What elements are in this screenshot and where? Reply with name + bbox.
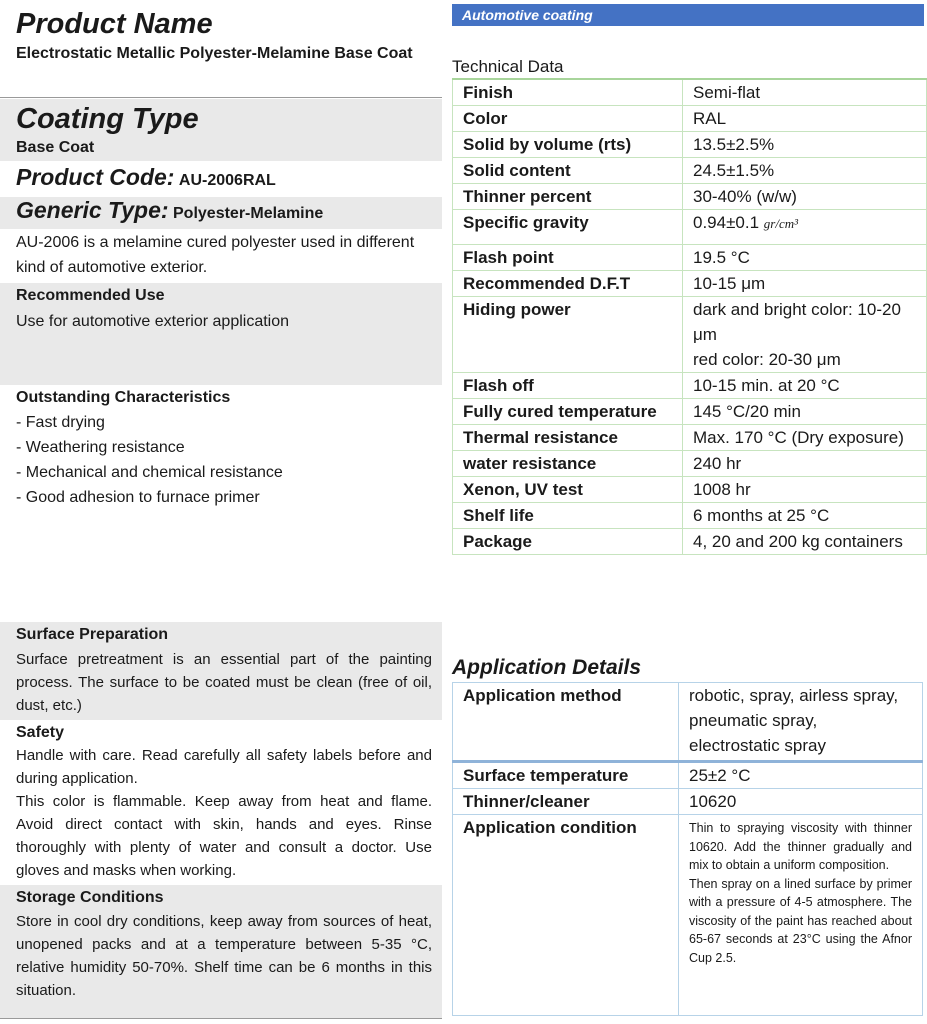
table-row	[453, 503, 927, 529]
table-row	[453, 477, 927, 503]
hiding-power-red: red color: 20-30 μm	[693, 350, 841, 369]
table-row	[453, 184, 927, 210]
spec-value: 10-15 μm	[683, 271, 927, 297]
recommended-use-section	[0, 283, 442, 385]
table-row	[453, 425, 927, 451]
spec-label: Solid by volume (rts)	[453, 132, 683, 158]
table-row	[453, 297, 927, 373]
product-name-heading: Product Name	[16, 8, 213, 40]
product-code-value: AU-2006RAL	[178, 172, 276, 189]
spec-value	[683, 297, 927, 373]
app-value: 25±2 °C	[679, 762, 923, 789]
spec-value: 19.5 °C	[683, 245, 927, 271]
spec-label: Fully cured temperature	[453, 399, 683, 425]
safety-heading: Safety	[16, 724, 65, 741]
surface-preparation-heading: Surface Preparation	[16, 626, 169, 643]
coating-type-heading: Coating Type	[16, 103, 199, 135]
characteristics-item: - Good adhesion to furnace primer	[16, 489, 260, 506]
table-row	[453, 210, 927, 245]
spec-label: Recommended D.F.T	[453, 271, 683, 297]
table-row	[453, 789, 923, 815]
table-row	[453, 683, 923, 762]
spec-value: Semi-flat	[683, 79, 927, 106]
spec-label: Finish	[453, 79, 683, 106]
app-value: robotic, spray, airless spray, pneumatic spray, electrostatic spray	[679, 683, 923, 762]
product-name-section	[0, 8, 442, 66]
spec-label: Thermal resistance	[453, 425, 683, 451]
spec-value: RAL	[683, 106, 927, 132]
safety-text-1: Handle with care. Read carefully all safety labels before and during application.	[16, 747, 432, 787]
surface-preparation-section	[0, 622, 442, 720]
app-label: Thinner/cleaner	[453, 789, 679, 815]
surface-preparation-text: Surface pretreatment is an essential part of the painting process. The surface to be coated must be clean (free of oil, dust, etc.)	[16, 651, 432, 714]
table-row	[453, 106, 927, 132]
spec-value: 6 months at 25 °C	[683, 503, 927, 529]
spec-value: 145 °C/20 min	[683, 399, 927, 425]
characteristics-heading: Outstanding Characteristics	[16, 389, 231, 406]
characteristics-item: - Fast drying	[16, 414, 105, 431]
spec-label: Color	[453, 106, 683, 132]
table-row	[453, 245, 927, 271]
product-description: AU-2006 is a melamine cured polyester used in different kind of automotive exterior.	[16, 234, 415, 276]
spec-value: 30-40% (w/w)	[683, 184, 927, 210]
spec-label: water resistance	[453, 451, 683, 477]
generic-type-value: Polyester-Melamine	[173, 205, 324, 222]
technical-data-table	[452, 78, 927, 555]
spec-label: Xenon, UV test	[453, 477, 683, 503]
hiding-power-dark: dark and bright color: 10-20 μm	[693, 300, 901, 344]
spec-label: Shelf life	[453, 503, 683, 529]
table-row	[453, 79, 927, 106]
divider	[0, 1018, 442, 1019]
spec-label: Solid content	[453, 158, 683, 184]
spec-label: Flash off	[453, 373, 683, 399]
category-banner: Automotive coating	[452, 4, 924, 26]
characteristics-section	[0, 385, 442, 510]
recommended-use-text: Use for automotive exterior application	[16, 313, 290, 330]
spec-value	[683, 210, 927, 245]
table-row	[453, 451, 927, 477]
technical-data-heading: Technical Data	[452, 57, 564, 76]
spec-label: Hiding power	[453, 297, 683, 373]
app-label: Application method	[453, 683, 679, 762]
storage-heading: Storage Conditions	[16, 889, 164, 906]
application-details-heading: Application Details	[452, 656, 642, 679]
safety-text-2: This color is flammable. Keep away from heat and flame. Avoid direct contact with skin, hands and eyes. Rinse thoroughly with plenty of water and consult a doctor. Use gloves and masks when working.	[16, 793, 432, 879]
spec-value: 10-15 min. at 20 °C	[683, 373, 927, 399]
spec-label: Flash point	[453, 245, 683, 271]
storage-section	[0, 885, 442, 1018]
app-value: 10620	[679, 789, 923, 815]
application-details-table	[452, 682, 923, 1016]
generic-type-section	[0, 197, 442, 229]
generic-type-heading: Generic Type:	[16, 197, 169, 223]
storage-text: Store in cool dry conditions, keep away from sources of heat, unopened packs and at a temperature between 5-35 °C, relative humidity 50-70%. Shelf time can be 6 months in this situation.	[16, 913, 432, 999]
divider	[0, 97, 442, 98]
recommended-use-heading: Recommended Use	[16, 287, 165, 304]
application-condition-text-2: Then spray on a lined surface by primer with a pressure of 4-5 atmosphere. The viscosity of the paint has reached about 65-67 seconds at 23°C using the Afnor Cup 2.5.	[689, 876, 912, 965]
coating-type-section	[0, 99, 442, 161]
table-row	[453, 815, 923, 1016]
app-label: Surface temperature	[453, 762, 679, 789]
product-code-heading: Product Code:	[16, 164, 175, 190]
table-row	[453, 271, 927, 297]
characteristics-item: - Mechanical and chemical resistance	[16, 464, 283, 481]
product-code-section	[0, 164, 442, 196]
spec-label: Package	[453, 529, 683, 555]
spec-value: 13.5±2.5%	[683, 132, 927, 158]
product-name-value: Electrostatic Metallic Polyester-Melamine Base Coat	[16, 45, 413, 62]
spec-value: 4, 20 and 200 kg containers	[683, 529, 927, 555]
app-value	[679, 815, 923, 1016]
application-condition-text-1: Thin to spraying viscosity with thinner 10620. Add the thinner gradually and mix to obtain a uniform composition.	[689, 821, 912, 872]
spec-value: Max. 170 °C (Dry exposure)	[683, 425, 927, 451]
table-row	[453, 762, 923, 789]
coating-type-value: Base Coat	[16, 139, 95, 156]
table-row	[453, 399, 927, 425]
spec-label: Thinner percent	[453, 184, 683, 210]
app-label: Application condition	[453, 815, 679, 1016]
spec-value: 1008 hr	[683, 477, 927, 503]
safety-section	[0, 721, 442, 882]
spec-value: 240 hr	[683, 451, 927, 477]
spec-value: 24.5±1.5%	[683, 158, 927, 184]
spec-label: Specific gravity	[453, 210, 683, 245]
table-row	[453, 529, 927, 555]
table-row	[453, 158, 927, 184]
characteristics-item: - Weathering resistance	[16, 439, 185, 456]
table-row	[453, 132, 927, 158]
specific-gravity-unit: gr/cm³	[763, 216, 799, 231]
table-row	[453, 373, 927, 399]
specific-gravity-value: 0.94±0.1	[693, 213, 760, 232]
